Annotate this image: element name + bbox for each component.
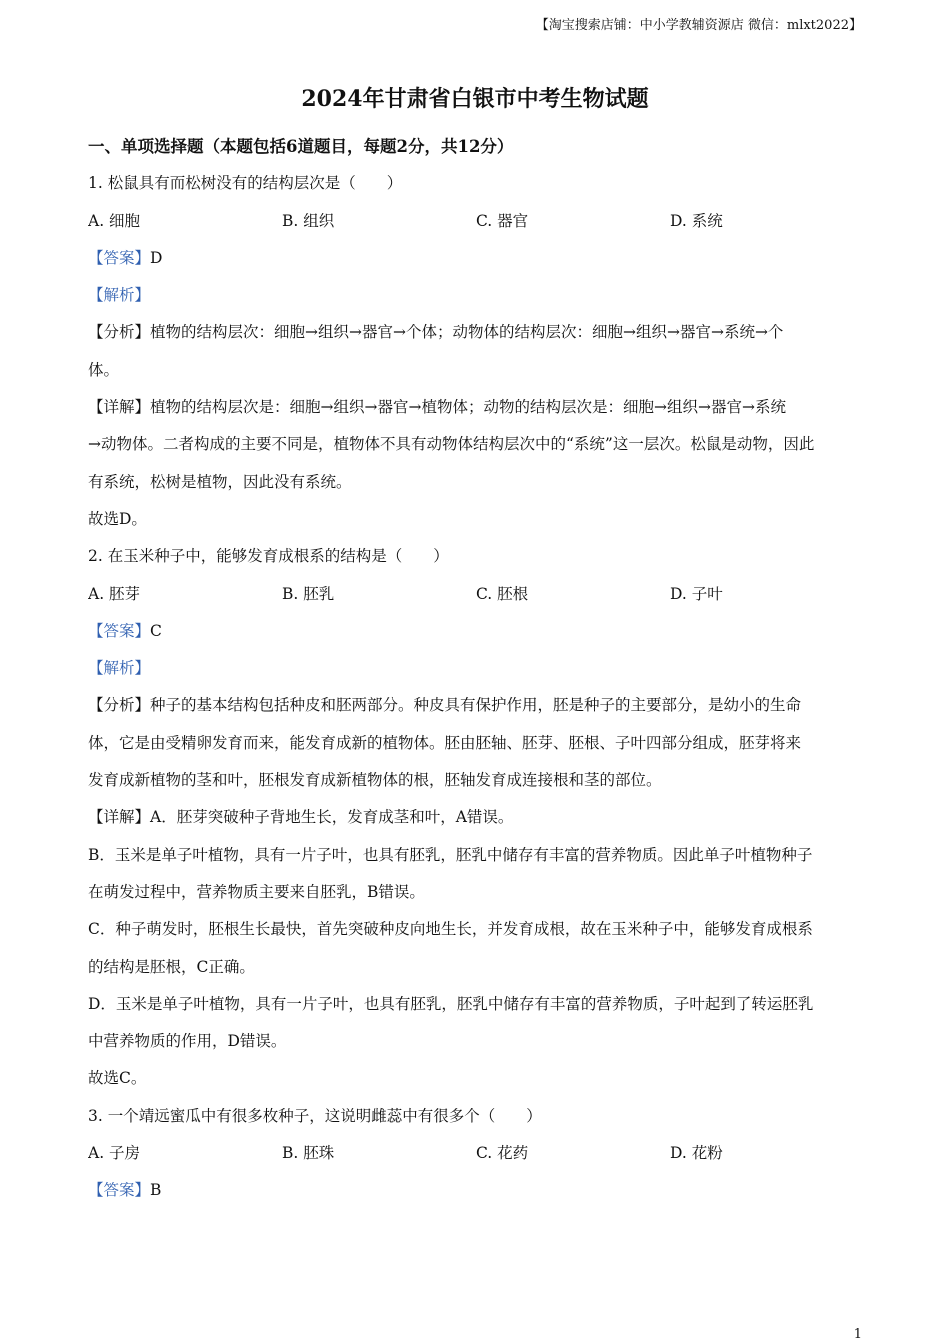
xiangjie-text: 植物的结构层次是：细胞→组织→器官→植物体；动物的结构层次是：细胞→组织→器官→系统 — [150, 398, 786, 417]
question-2-xiangjie-c-line-2: 的结构是胚根，C正确。 — [88, 957, 255, 976]
question-2-xiangjie-a — [88, 799, 864, 836]
fenxi-tag: 【分析】 — [88, 696, 151, 715]
option-b: B. 胚乳 — [282, 584, 335, 603]
question-1-analysis-tag: 【解析】 — [88, 286, 151, 305]
question-1-xiangjie-line-1 — [88, 389, 864, 426]
fenxi-tag: 【分析】 — [88, 323, 151, 342]
page-header: 【淘宝搜索店铺：中小学教辅资源店 微信：mlxt2022】 — [535, 18, 862, 33]
question-3-stem: 3. 一个靖远蜜瓜中有很多枚种子，这说明雌蕊中有很多个（ ） — [88, 1106, 542, 1125]
question-2-stem: 2. 在玉米种子中，能够发育成根系的结构是（ ） — [88, 547, 449, 566]
question-2-options — [88, 576, 864, 613]
option-c: C. 胚根 — [476, 584, 529, 603]
option-a: A. 细胞 — [88, 211, 141, 230]
answer-value: B — [150, 1181, 162, 1200]
question-2-xiangjie-d-line-2: 中营养物质的作用，D错误。 — [88, 1032, 287, 1051]
question-3-answer — [88, 1172, 864, 1209]
fenxi-text: 种子的基本结构包括种皮和胚两部分。种皮具有保护作用，胚是种子的主要部分，是幼小的生命 — [150, 696, 802, 715]
question-2-xiangjie-d-line-1: D．玉米是单子叶植物，具有一片子叶，也具有胚乳，胚乳中储存有丰富的营养物质，子叶起到了转运胚乳 — [88, 994, 814, 1013]
question-2-xiangjie-c-line-1: C．种子萌发时，胚根生长最快，首先突破种皮向地生长，并发育成根，故在玉米种子中，能够发育成根系 — [88, 920, 813, 939]
option-c: C. 花药 — [476, 1144, 529, 1163]
xiangjie-text: A．胚芽突破种子背地生长，发育成茎和叶，A错误。 — [150, 808, 514, 827]
question-2-xiangjie-b-line-1: B．玉米是单子叶植物，具有一片子叶，也具有胚乳，胚乳中储存有丰富的营养物质。因此单子叶植物种子 — [88, 845, 813, 864]
question-1-fenxi-line-1 — [88, 314, 864, 351]
question-2-analysis-tag: 【解析】 — [88, 659, 151, 678]
question-1-xiangjie-line-2: →动物体。二者构成的主要不同是，植物体不具有动物体结构层次中的“系统”这一层次。松鼠是动物，因此 — [88, 435, 815, 454]
answer-value: D — [150, 248, 163, 267]
answer-value: C — [150, 621, 162, 640]
option-a: A. 胚芽 — [88, 584, 141, 603]
question-1-answer — [88, 240, 864, 277]
answer-tag: 【答案】 — [88, 1181, 151, 1200]
question-2-fenxi-line-3: 发育成新植物的茎和叶，胚根发育成新植物体的根，胚轴发育成连接根和茎的部位。 — [88, 771, 662, 790]
option-b: B. 组织 — [282, 211, 335, 230]
question-2-conclusion: 故选C。 — [88, 1069, 147, 1088]
question-2-xiangjie-b-line-2: 在萌发过程中，营养物质主要来自胚乳，B错误。 — [88, 882, 425, 901]
option-d: D. 系统 — [670, 211, 723, 230]
option-c: C. 器官 — [476, 211, 529, 230]
question-1-conclusion: 故选D。 — [88, 509, 147, 528]
section-heading: 一、单项选择题（本题包括6道题目，每题2分，共12分） — [88, 137, 514, 156]
question-3-options — [88, 1135, 864, 1172]
question-1-stem: 1. 松鼠具有而松树没有的结构层次是（ ） — [88, 174, 403, 193]
question-2-fenxi-line-2: 体，它是由受精卵发育而来，能发育成新的植物体。胚由胚轴、胚芽、胚根、子叶四部分组成，胚芽将来 — [88, 733, 802, 752]
page-number: 1 — [853, 1327, 862, 1342]
answer-tag: 【答案】 — [88, 621, 151, 640]
question-1-options — [88, 203, 864, 240]
option-d: D. 花粉 — [670, 1144, 723, 1163]
question-1-fenxi-line-2: 体。 — [88, 360, 120, 379]
question-2-answer — [88, 613, 864, 650]
xiangjie-tag: 【详解】 — [88, 808, 151, 827]
document-title: 2024年甘肃省白银市中考生物试题 — [301, 86, 649, 112]
question-2-fenxi-line-1 — [88, 687, 864, 724]
option-b: B. 胚珠 — [282, 1144, 335, 1163]
option-d: D. 子叶 — [670, 584, 723, 603]
answer-tag: 【答案】 — [88, 248, 151, 267]
question-1-xiangjie-line-3: 有系统，松树是植物，因此没有系统。 — [88, 472, 352, 491]
option-a: A. 子房 — [88, 1144, 141, 1163]
fenxi-text: 植物的结构层次：细胞→组织→器官→个体；动物体的结构层次：细胞→组织→器官→系统→个 — [150, 323, 784, 342]
xiangjie-tag: 【详解】 — [88, 398, 151, 417]
document-body — [88, 128, 864, 1210]
